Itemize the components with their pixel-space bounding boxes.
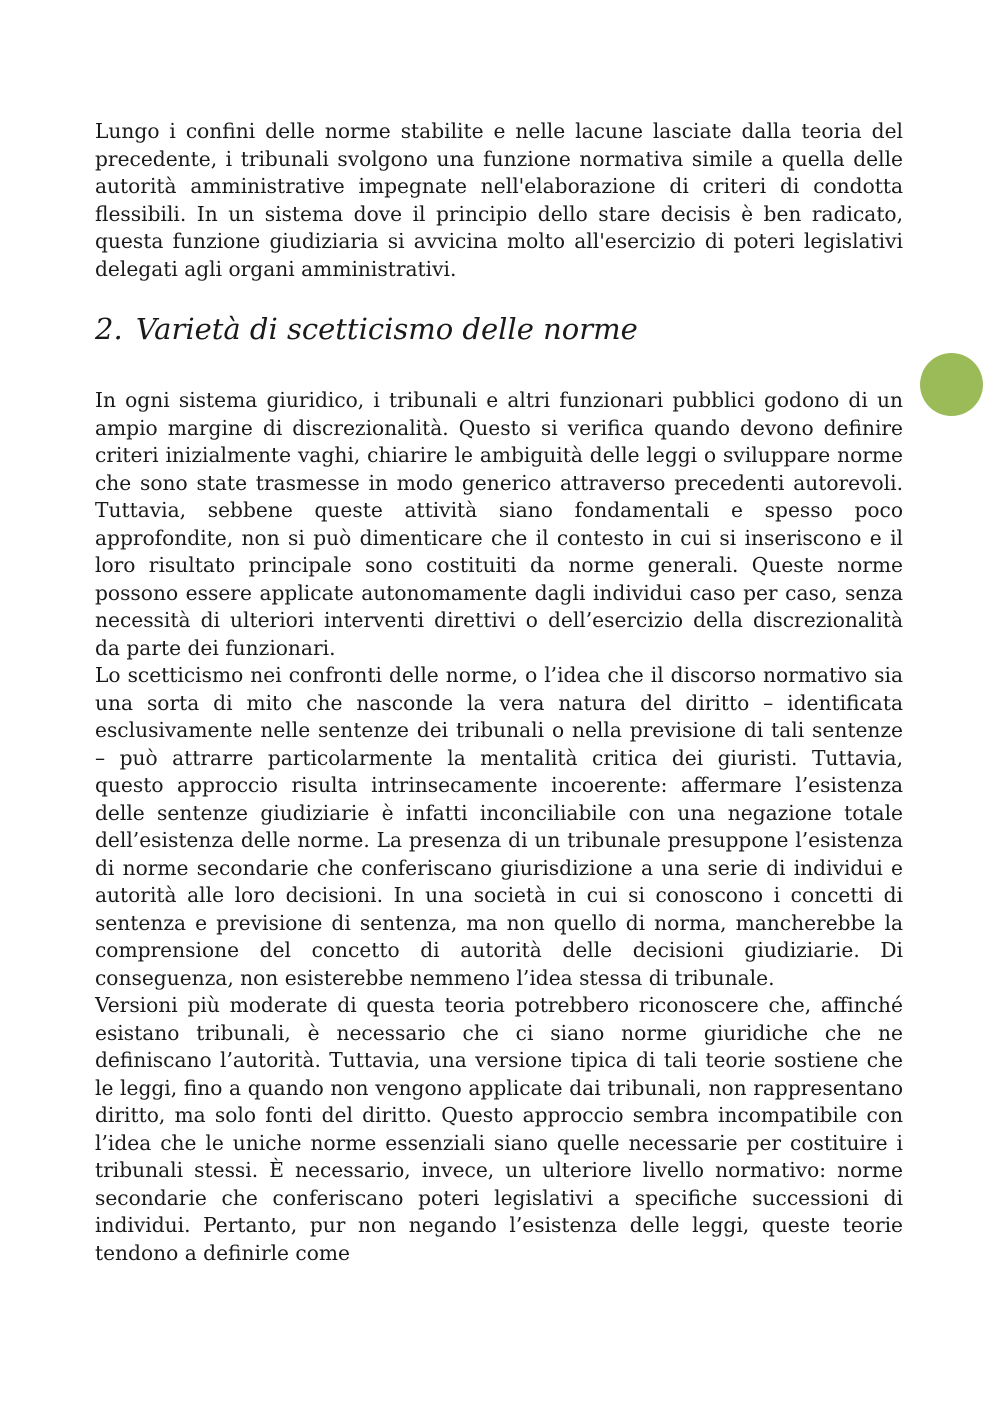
green-circle-marker: [920, 353, 983, 416]
body-paragraph: In ogni sistema giuridico, i tribunali e altri funzionari pubblici godono di un ampio margine di discrezionalità. Questo si verifica quando devono definire criteri inizialmente vaghi, chiarire le ambiguità delle leggi o sviluppare norme che sono state trasmesse in modo generico attraverso precedenti autorevoli. Tuttavia, sebbene queste attività siano fondamentali e spesso poco approfondite, non si può dimenticare che il contesto in cui si inseriscono e il loro risultato principale sono costituiti da norme generali. Queste norme possono essere applicate autonomamente dagli individui caso per caso, senza necessità di ulteriori interventi direttivi o dell’esercizio della discrezionalità da parte dei funzionari.: [95, 388, 903, 660]
section-title: Varietà di scetticismo delle norme: [135, 312, 638, 346]
body-text: [95, 387, 903, 1267]
section-heading: [95, 309, 638, 349]
body-paragraph: Lo scetticismo nei confronti delle norme, o l’idea che il discorso normativo sia una sorta di mito che nasconde la vera natura del diritto – identificata esclusivamente nelle sentenze dei tribunali o nella previsione di tali sentenze – può attrarre particolarmente la mentalità critica dei giuristi. Tuttavia, questo approccio risulta intrinsecamente incoerente: affermare l’esistenza delle sentenze giudiziarie è infatti inconciliabile con una negazione totale dell’esistenza delle norme. La presenza di un tribunale presuppone l’esistenza di norme secondarie che conferiscano giurisdizione a una serie di individui e autorità alle loro decisioni. In una società in cui si conoscono i concetti di sentenza e previsione di sentenza, ma non quello di norma, mancherebbe la comprensione del concetto di autorità delle decisioni giudiziarie. Di conseguenza, non esisterebbe nemmeno l’idea stessa di tribunale.: [95, 663, 903, 990]
body-paragraph: Versioni più moderate di questa teoria potrebbero riconoscere che, affinché esistano tribunali, è necessario che ci siano norme giuridiche che ne definiscano l’autorità. Tuttavia, una versione tipica di tali teorie sostiene che le leggi, fino a quando non vengono applicate dai tribunali, non rappresentano diritto, ma solo fonti del diritto. Questo approccio sembra incompatibile con l’idea che le uniche norme essenziali siano quelle necessarie per costituire i tribunali stessi. È necessario, invece, un ulteriore livello normativo: norme secondarie che conferiscano poteri legislativi a specifiche successioni di individui. Pertanto, pur non negando l’esistenza delle leggi, queste teorie tendono a definirle come: [95, 993, 903, 1265]
section-number: 2.: [95, 312, 123, 346]
intro-paragraph: Lungo i confini delle norme stabilite e nelle lacune lasciate dalla teoria del precedente, i tribunali svolgono una funzione normativa simile a quella delle autorità amministrative impegnate nell'elaborazione di criteri di condotta flessibili. In un sistema dove il principio dello stare decisis è ben radicato, questa funzione giudiziaria si avvicina molto all'esercizio di poteri legislativi delegati agli organi amministrativi.: [95, 119, 903, 281]
